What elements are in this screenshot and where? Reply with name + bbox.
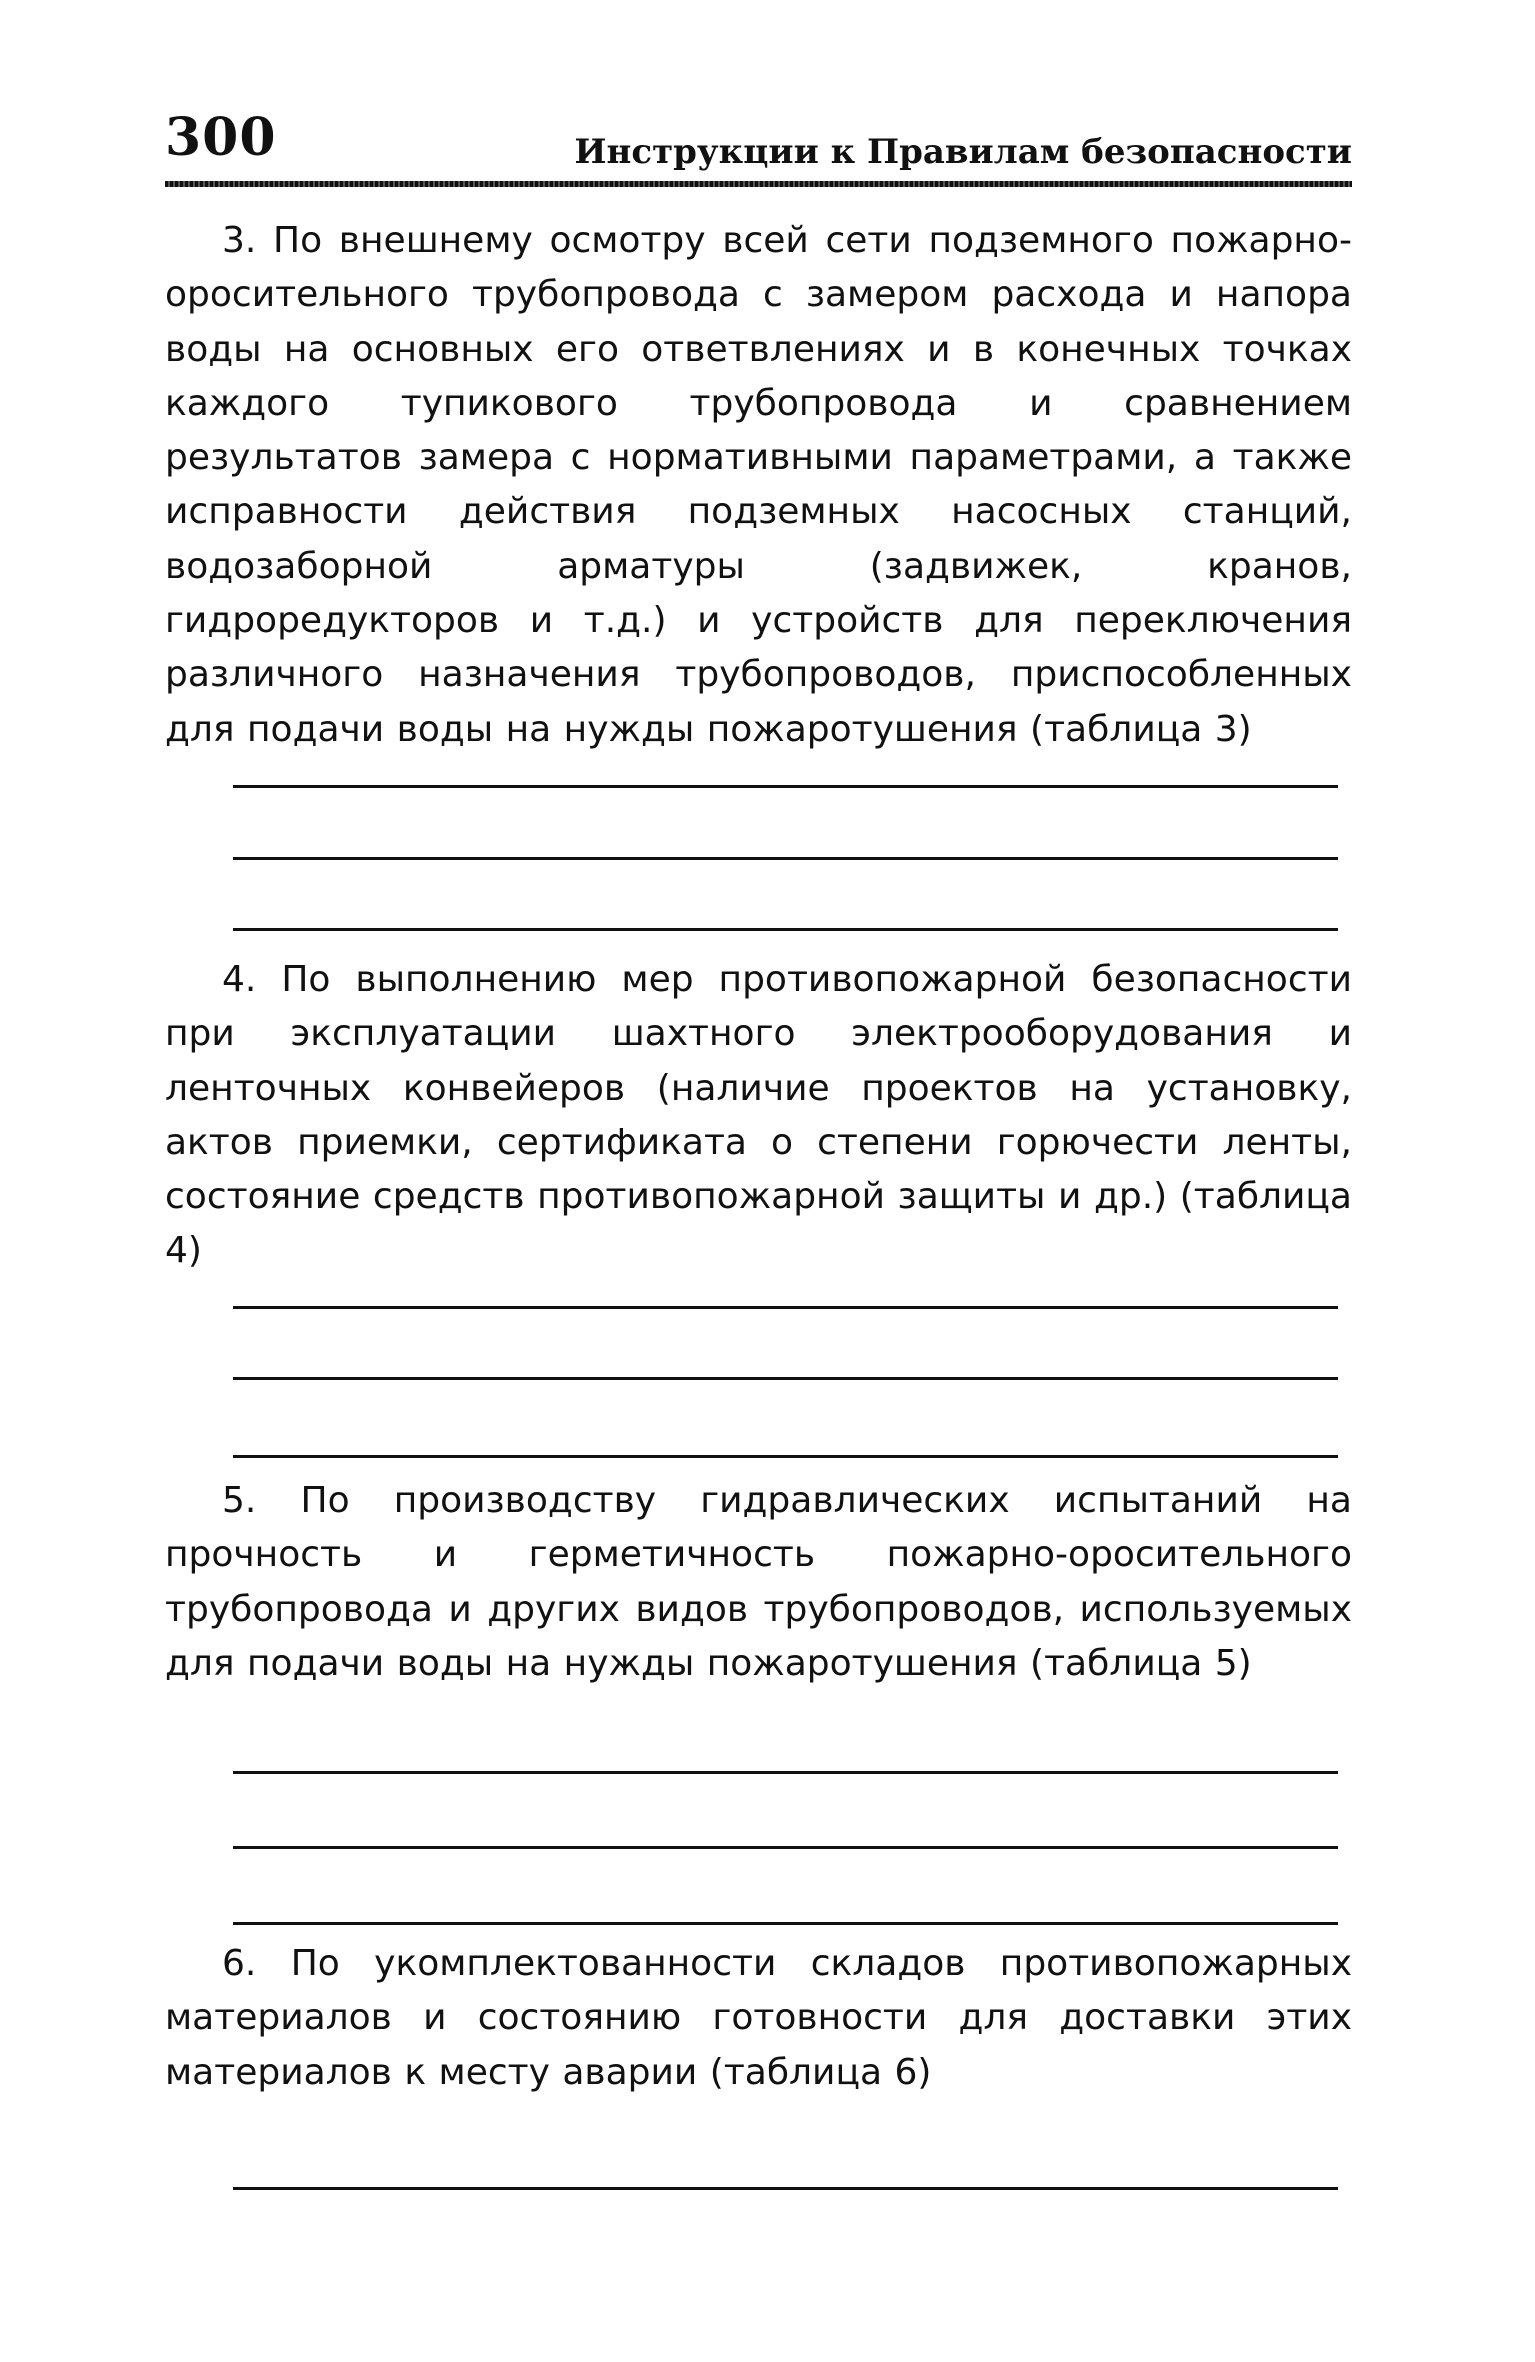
answer-line <box>233 1377 1338 1380</box>
answer-line <box>233 1455 1338 1458</box>
item-number: 4. <box>222 959 257 1000</box>
item-text: По производству гидравлических испытаний на прочность и герметичность пожарно-оросительного трубопровода и других видов трубопроводов, используемых для подачи воды на нужды пожаротушения (таблица 5) <box>165 1480 1352 1684</box>
paragraph-3 <box>165 214 1352 757</box>
header-rule <box>165 181 1352 187</box>
section-3 <box>165 214 1352 757</box>
item-number: 6. <box>222 1943 257 1984</box>
answer-line <box>233 1922 1338 1925</box>
paragraph-4 <box>165 953 1352 1279</box>
item-number: 5. <box>222 1480 257 1521</box>
paragraph-6 <box>165 1937 1352 2100</box>
answer-line <box>233 785 1338 788</box>
answer-line <box>233 928 1338 931</box>
answer-line <box>233 1771 1338 1774</box>
section-6 <box>165 1937 1352 2100</box>
section-5 <box>165 1474 1352 1691</box>
item-text: По внешнему осмотру всей сети подземного пожарно-оросительного трубопровода с замером расхода и напора воды на основных его ответвлениях и в конечных точках каждого тупикового трубопровода и сравнением результатов замера с нормативными параметрами, а также исправности действия подземных насосных станций, водозаборной арматуры (задвижек, кранов, гидроредукторов и т.д.) и устройств для переключения различного назначения трубопроводов, приспособленных для подачи воды на нужды пожаротушения (таблица 3) <box>165 220 1352 750</box>
section-4 <box>165 953 1352 1279</box>
item-text: По выполнению мер противопожарной безопасности при эксплуатации шахтного электрооборудования и ленточных конвейеров (наличие проектов на установку, актов приемки, сертификата о степени горючести ленты, состояние средств противопожарной защиты и др.) (таблица 4) <box>165 959 1352 1272</box>
answer-line <box>233 1306 1338 1309</box>
item-number: 3. <box>222 220 257 261</box>
answer-line <box>233 2187 1338 2190</box>
answer-line <box>233 857 1338 860</box>
paragraph-5 <box>165 1474 1352 1691</box>
item-text: По укомплектованности складов противопожарных материалов и состоянию готовности для доставки этих материалов к месту аварии (таблица 6) <box>165 1943 1352 2093</box>
running-title: Инструкции к Правилам безопасности <box>574 132 1352 172</box>
answer-line <box>233 1846 1338 1849</box>
page-number: 300 <box>165 107 277 168</box>
